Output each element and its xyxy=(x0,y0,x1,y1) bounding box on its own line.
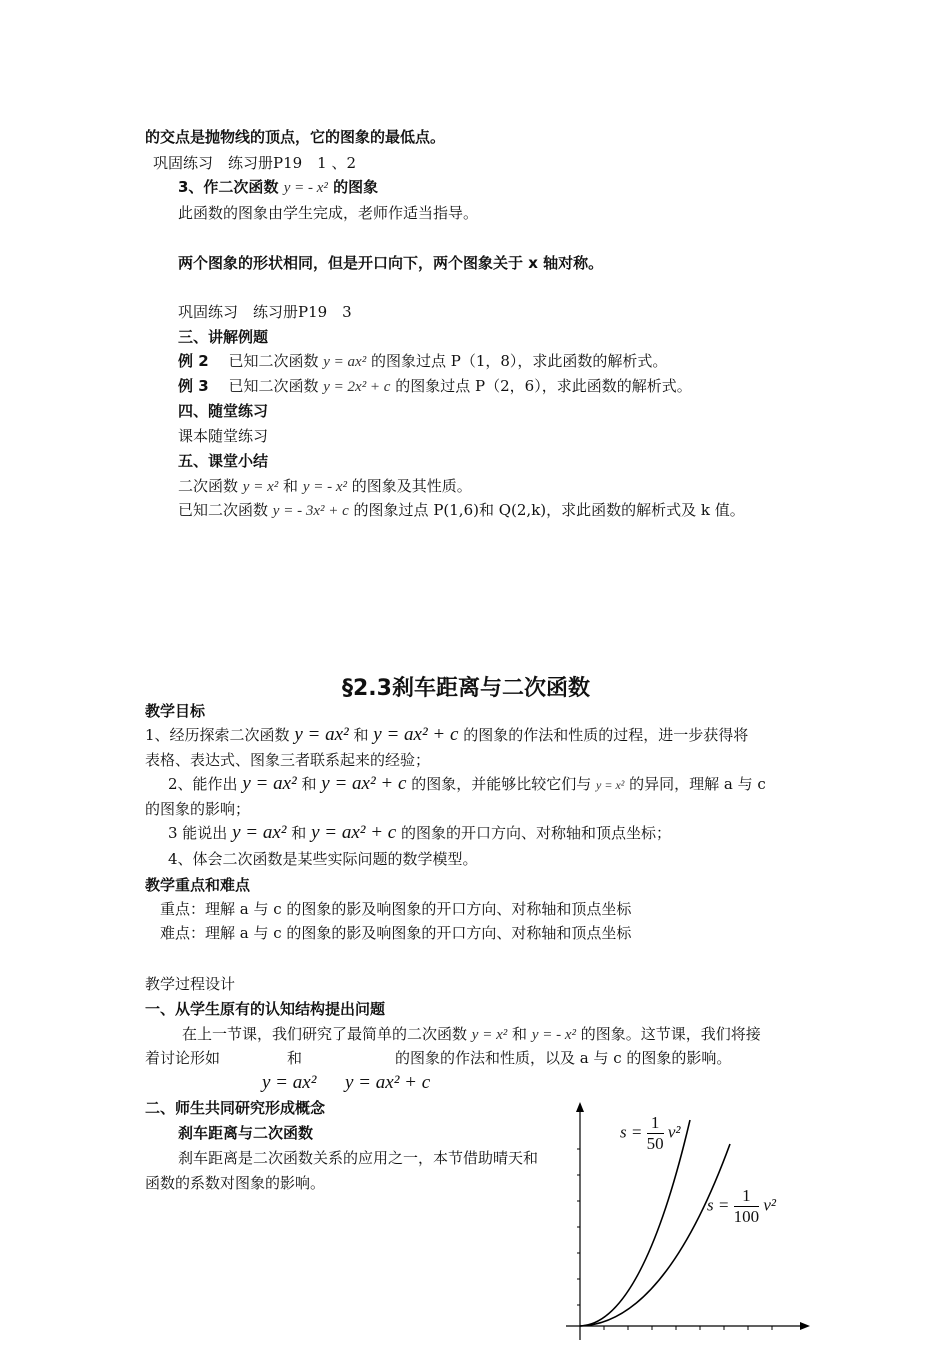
part-1-heading: 一、从学生原有的认知结构提出问题 xyxy=(145,1000,386,1018)
part-1-suffix: 的图象。这节课，我们将接 xyxy=(580,1025,761,1043)
goal-1-mid: 和 xyxy=(353,726,369,744)
label-1-lhs: s = xyxy=(620,1122,643,1142)
example-3-suffix: 的图象过点 P（2，6），求此函数的解析式。 xyxy=(395,377,692,395)
part-1-para-2-c: 的图象的作法和性质，以及 a 与 c 的图象的影响。 xyxy=(395,1049,732,1067)
label-2-lhs: s = xyxy=(707,1195,730,1215)
task-formula: y = - x² xyxy=(283,180,328,196)
curve-1-label xyxy=(620,1113,681,1154)
process-heading: 教学过程设计 xyxy=(145,975,236,993)
goal-2-line-2: 的图象的影响； xyxy=(145,800,251,818)
part-1-formula-b: y = ax² + c xyxy=(345,1072,431,1093)
goal-1-line-2: 表格、表达式、图象三者联系起来的经验； xyxy=(145,751,431,769)
part-1-prefix: 在上一节课，我们研究了最简单的二次函数 xyxy=(182,1025,468,1043)
example-2-formula: y = ax² xyxy=(323,354,367,370)
x-axis-arrow-icon xyxy=(800,1322,810,1330)
example-3-label: 例 3 xyxy=(178,377,209,395)
instruction-text: 此函数的图象由学生完成，老师作适当指导。 xyxy=(178,204,479,222)
graph-svg xyxy=(566,1098,816,1344)
example-2-prefix: 已知二次函数 xyxy=(228,352,319,370)
homework-prefix: 已知二次函数 xyxy=(178,501,269,519)
section-title: §2.3刹车距离与二次函数 xyxy=(342,676,590,701)
summary-prefix: 二次函数 xyxy=(178,477,239,495)
goal-1 xyxy=(145,725,748,745)
goal-3-mid: 和 xyxy=(291,824,307,842)
part-1-formula-2: y = - x² xyxy=(531,1027,576,1043)
label-2-num: 1 xyxy=(734,1186,760,1207)
goal-1-suffix: 的图象的作法和性质的过程，进一步获得将 xyxy=(463,726,749,744)
part-1-formula-a: y = ax² xyxy=(262,1072,317,1093)
goal-2-prefix: 2、能作出 xyxy=(168,775,238,793)
curve-2-label xyxy=(707,1186,776,1227)
goal-2-mid: 和 xyxy=(301,775,317,793)
practice-text: 课本随堂练习 xyxy=(178,427,269,445)
heading-summary: 五、课堂小结 xyxy=(178,452,269,470)
label-2-var: v² xyxy=(763,1195,776,1215)
goal-3-prefix: 3 能说出 xyxy=(168,824,228,842)
part-1-para-2-a: 着讨论形如 xyxy=(145,1049,221,1067)
label-1-fraction xyxy=(647,1113,664,1154)
heading-practice: 四、随堂练习 xyxy=(178,402,269,420)
y-axis-arrow-icon xyxy=(576,1102,584,1112)
part-2-para-2: 函数的系数对图象的影响。 xyxy=(145,1174,326,1192)
summary-formula-2: y = - x² xyxy=(302,479,347,495)
braking-distance-graph xyxy=(566,1098,816,1344)
curve-1-100 xyxy=(580,1144,730,1326)
part-1-para-2-b: 和 xyxy=(287,1049,303,1067)
goal-3 xyxy=(168,823,671,843)
goal-3-formula-1: y = ax² xyxy=(232,822,287,843)
summary-mid: 和 xyxy=(283,477,299,495)
example-3-prefix: 已知二次函数 xyxy=(228,377,319,395)
example-3-formula: y = 2x² + c xyxy=(323,379,391,395)
label-2-den: 100 xyxy=(733,1207,760,1226)
example-2 xyxy=(178,351,667,372)
example-2-suffix: 的图象过点 P（1，8），求此函数的解析式。 xyxy=(370,352,668,370)
heading-graph-task xyxy=(178,177,378,198)
homework-suffix: 的图象过点 P(1,6)和 Q(2,k)，求此函数的解析式及 k 值。 xyxy=(353,501,745,519)
goal-2-text: 的图象，并能够比较它们与 xyxy=(411,775,592,793)
example-2-label: 例 2 xyxy=(178,352,209,370)
goal-2-formula-1: y = ax² xyxy=(242,773,297,794)
heading-keypoints: 教学重点和难点 xyxy=(145,876,251,894)
part-1-mid: 和 xyxy=(512,1025,528,1043)
goal-2-formula-2: y = ax² + c xyxy=(321,773,407,794)
goal-1-prefix: 1、经历探索二次函数 xyxy=(145,726,290,744)
key-point: 重点：理解 a 与 c 的图象的影及响图象的开口方向、对称轴和顶点坐标 xyxy=(160,900,632,918)
homework-formula: y = - 3x² + c xyxy=(272,503,349,519)
practice-line-2: 巩固练习 练习册P19 3 xyxy=(178,303,352,321)
goal-2-suffix: 的异同，理解 a 与 c xyxy=(629,775,766,793)
goal-3-suffix: 的图象的开口方向、对称轴和顶点坐标； xyxy=(400,824,671,842)
part-2-subheading: 刹车距离与二次函数 xyxy=(178,1124,314,1142)
part-1-para-1 xyxy=(182,1024,761,1045)
part-2-para-1: 刹车距离是二次函数关系的应用之一，本节借助晴天和 xyxy=(178,1149,539,1167)
difficult-point: 难点：理解 a 与 c 的图象的影及响图象的开口方向、对称轴和顶点坐标 xyxy=(160,924,632,942)
part-1-formula-1: y = x² xyxy=(471,1027,508,1043)
heading-goals: 教学目标 xyxy=(145,702,206,720)
heading-examples: 三、讲解例题 xyxy=(178,328,269,346)
goal-2-formula-3: y = x² xyxy=(596,778,625,792)
label-1-var: v² xyxy=(667,1122,681,1142)
homework-text xyxy=(178,500,745,521)
goal-4: 4、体会二次函数是某些实际问题的数学模型。 xyxy=(168,850,478,868)
task-prefix: 3、作二次函数 xyxy=(178,178,279,196)
goal-3-formula-2: y = ax² + c xyxy=(311,822,397,843)
summary-suffix: 的图象及其性质。 xyxy=(351,477,472,495)
label-1-den: 50 xyxy=(646,1134,664,1153)
part-2-heading: 二、师生共同研究形成概念 xyxy=(145,1099,326,1117)
goal-2 xyxy=(168,774,766,795)
conclusion-text: 两个图象的形状相同，但是开口向下，两个图象关于 x 轴对称。 xyxy=(178,254,604,272)
summary-formula-1: y = x² xyxy=(242,479,279,495)
label-1-num: 1 xyxy=(647,1113,664,1134)
label-2-fraction xyxy=(734,1186,760,1227)
example-3 xyxy=(178,376,692,397)
goal-1-formula-1: y = ax² xyxy=(294,724,349,745)
summary-text xyxy=(178,476,472,497)
goal-1-formula-2: y = ax² + c xyxy=(373,724,459,745)
continuation-text: 的交点是抛物线的顶点，它的图象的最低点。 xyxy=(145,128,446,146)
task-suffix: 的图象 xyxy=(333,178,379,196)
practice-line-1: 巩固练习 练习册P19 1 、2 xyxy=(153,154,357,172)
